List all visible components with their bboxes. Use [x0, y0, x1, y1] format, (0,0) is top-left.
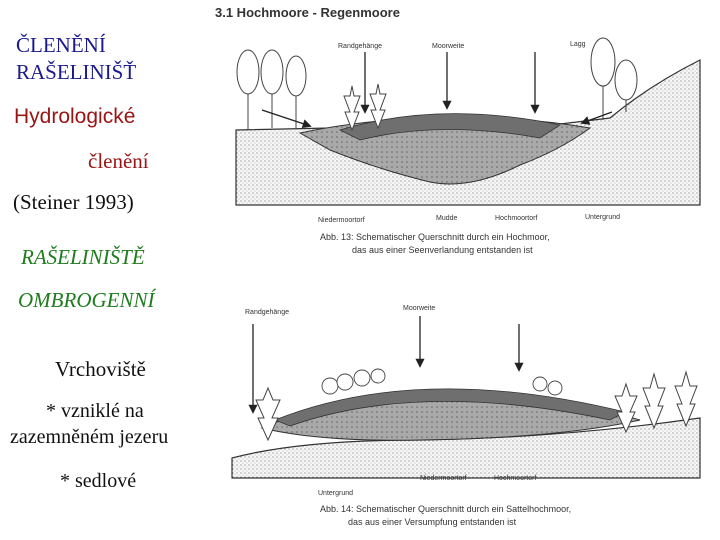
section-heading: Vrchoviště [55, 357, 146, 381]
title-line-1: ČLENĚNÍ [16, 33, 106, 57]
figure-2-label-niedermoortorf: Niedermoortorf [420, 475, 467, 482]
figure-2-caption-line-2: das aus einer Versumpfung entstanden ist [348, 517, 517, 527]
figure-2-label-moorweite: Moorweite [403, 305, 436, 312]
figure-1 [215, 5, 700, 255]
source-citation: (Steiner 1993) [13, 190, 134, 214]
figure-1-label-moorweite: Moorweite [432, 43, 465, 50]
figure-1-label-niedermoortorf: Niedermoortorf [318, 217, 365, 224]
figure-1-caption-line-2: das aus einer Seenverlandung entstanden ist [352, 245, 533, 255]
figure-1-title: 3.1 Hochmoore - Regenmoore [215, 5, 400, 20]
figure-1-label-untergrund: Untergrund [585, 214, 621, 221]
figure-1-label-hochmoortorf: Hochmoortorf [495, 215, 538, 222]
figure-2-label-hochmoortorf: Hochmoortorf [494, 475, 537, 482]
bullet-2: * sedlové [60, 470, 137, 492]
figure-2-label-untergrund: Untergrund [318, 490, 354, 497]
bullet-1-line-2: zazemněném jezeru [10, 426, 169, 448]
figure-1-caption-line-1: Abb. 13: Schematischer Querschnitt durch ein Hochmoor, [320, 232, 550, 242]
type-line-2: OMBROGENNÍ [18, 288, 155, 312]
figure-2-caption-line-1: Abb. 14: Schematischer Querschnitt durch ein Sattelhochmoor, [320, 504, 572, 514]
figure-2 [232, 305, 700, 527]
type-line-1: RAŠELINIŠTĚ [21, 245, 145, 269]
figure-1-label-lagg: Lagg [570, 41, 586, 48]
subtitle-line-1: Hydrologické [14, 105, 136, 128]
figure-2-label-randgehaenge: Randgehänge [245, 309, 289, 316]
subtitle-line-2: členění [88, 149, 149, 173]
title-line-2: RAŠELINIŠŤ [16, 60, 137, 84]
bullet-1-line-1: * vzniklé na [46, 400, 144, 422]
figure-1-label-mudde: Mudde [436, 215, 458, 222]
figure-1-label-randgehaenge: Randgehänge [338, 43, 382, 50]
